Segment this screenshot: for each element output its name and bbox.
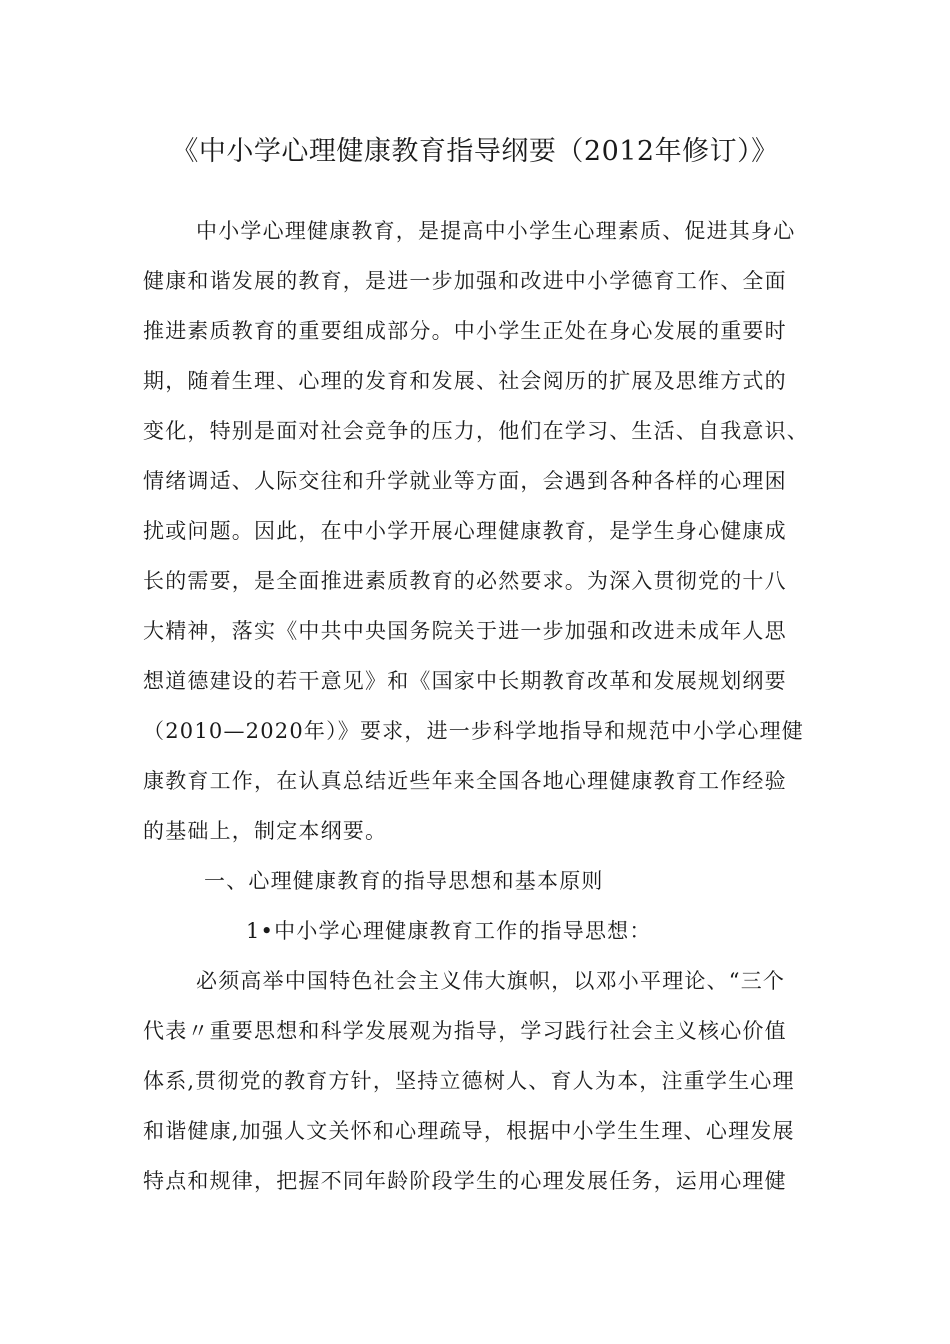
paragraph-line: 的基础上，制定本纲要。 [143,819,388,843]
subsection-heading: 1•中小学心理健康教育工作的指导思想： [246,919,652,943]
paragraph-line: 长的需要，是全面推进素质教育的必然要求。为深入贯彻党的十八 [143,569,787,593]
paragraph-line: （2010—2020年）》要求，进一步科学地指导和规范中小学心理健 [143,719,804,743]
paragraph-line: 和谐健康,加强人文关怀和心理疏导，根据中小学生生理、心理发展 [143,1119,795,1143]
paragraph-line: 特点和规律，把握不同年龄阶段学生的心理发展任务，运用心理健 [143,1169,787,1193]
paragraph-line: 体系,贯彻党的教育方针，坚持立德树人、育人为本，注重学生心理 [143,1069,795,1093]
section-heading: 一、心理健康教育的指导思想和基本原则 [204,869,604,893]
paragraph-line: 情绪调适、人际交往和升学就业等方面，会遇到各种各样的心理困 [143,469,787,493]
paragraph-line: 想道德建设的若干意见》和《国家中长期教育改革和发展规划纲要 [143,669,787,693]
paragraph-line: 健康和谐发展的教育，是进一步加强和改进中小学德育工作、全面 [143,269,787,293]
paragraph-line: 扰或问题。因此，在中小学开展心理健康教育，是学生身心健康成 [143,519,787,543]
paragraph-line: 康教育工作，在认真总结近些年来全国各地心理健康教育工作经验 [143,769,787,793]
paragraph-line: 推进素质教育的重要组成部分。中小学生正处在身心发展的重要时 [143,319,787,343]
paragraph-line: 中小学心理健康教育，是提高中小学生心理素质、促进其身心 [196,219,796,243]
paragraph-line: 大精神，落实《中共中央国务院关于进一步加强和改进未成年人思 [143,619,787,643]
paragraph-line: 期，随着生理、心理的发育和发展、社会阅历的扩展及思维方式的 [143,369,787,393]
paragraph-line: 代表〃重要思想和科学发展观为指导，学习践行社会主义核心价值 [143,1019,787,1043]
paragraph-line: 必须高举中国特色社会主义伟大旗帜，以邓小平理论、“三个 [196,969,786,993]
paragraph-line: 变化，特别是面对社会竞争的压力，他们在学习、生活、自我意识、 [143,419,809,443]
document-title: 《中小学心理健康教育指导纲要（2012年修订）》 [171,136,779,167]
